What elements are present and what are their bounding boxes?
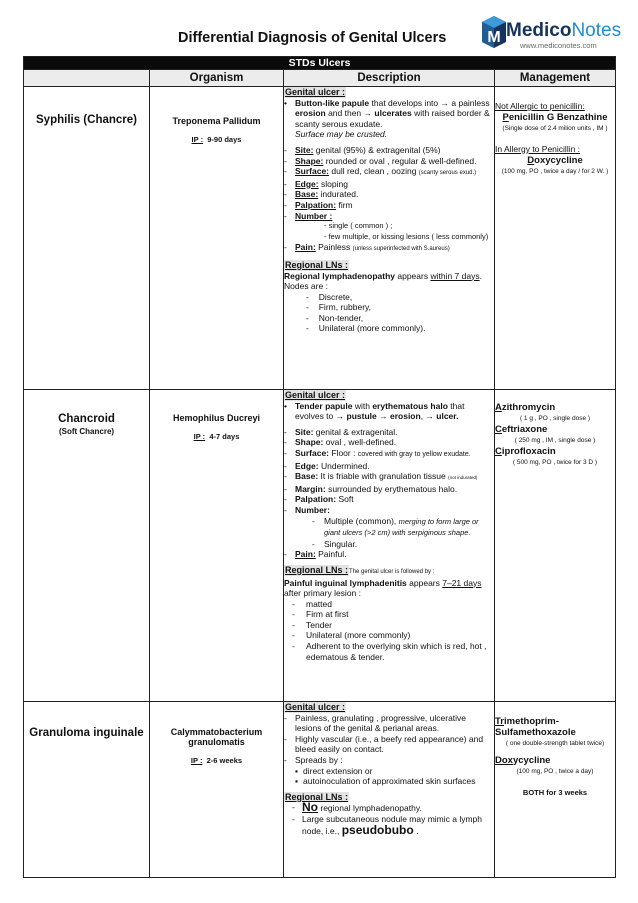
edge-line: - Edge: sloping (284, 178, 348, 189)
shape-line: - Shape: rounded or oval , regular & well-defined. (284, 155, 477, 166)
table-band: STDs Ulcers (24, 57, 616, 70)
logo-url: www.mediconotes.com (520, 41, 597, 50)
drug-ciprofloxacin: Ciprofloxacin (495, 446, 556, 457)
incubation-period: IP : 4-7 days (193, 432, 240, 441)
number-detail: - single ( common ) ; (324, 221, 393, 231)
dose-doxycycline: (100 mg, PO , twice a day) (516, 768, 594, 775)
regional-ln-heading: Regional LNs : (285, 259, 349, 270)
ln-line: - No regional lymphadenopathy. (292, 800, 422, 815)
node-item: - Unilateral (more commonly) (292, 630, 411, 641)
site-line: - Site: genital (95%) & extragenital (5%) (284, 144, 441, 155)
description-line: - Spreads by : (284, 754, 343, 765)
allergy-label: In Allergy to Penicillin : (495, 144, 581, 154)
genital-ulcer-heading: Genital ulcer : (285, 702, 346, 712)
surface-line: - Surface: Floor : covered with gray to yellow exudate. (284, 447, 471, 458)
dose-doxycycline: (100 mg, PO , twice a day / for 2 W. ) (501, 168, 609, 175)
organism-cell (150, 390, 284, 702)
drug-azithromycin: Azithromycin (495, 402, 556, 413)
logo-cube-icon (482, 16, 506, 48)
logo-wordmark: MedicoNotes (506, 20, 622, 41)
row-granuloma-inguinale (24, 702, 616, 878)
node-item: - Tender (292, 619, 332, 630)
dose-azithromycin: ( 1 g , PO , single dose ) (519, 415, 591, 422)
header-organism: Organism (150, 70, 284, 87)
base-line: - Base: indurated. (284, 189, 359, 200)
drug-doxycycline: Doxycycline (527, 155, 583, 166)
description-cell (284, 702, 495, 878)
nodes-are: Nodes are : (284, 281, 328, 292)
disease-name: Chancroid (58, 413, 115, 425)
site-line: - Site: genital & extragenital. (284, 426, 398, 437)
dose-penicillin: (Single dose of 2.4 milion units , IM ) (502, 125, 608, 132)
header-description: Description (284, 70, 495, 87)
ln-text: Regional lymphadenopathy appears within 7 days. (284, 270, 482, 281)
genital-ulcer-heading: Genital ulcer : (285, 87, 346, 97)
organism-cell (150, 702, 284, 878)
node-item: - Discrete, (306, 291, 353, 302)
regional-ln-heading: Regional LNs : (285, 564, 349, 575)
drug-penicillin: Penicillin G Benzathine (502, 112, 608, 123)
spread-item: ▪ direct extension or (295, 765, 373, 776)
edge-line: - Edge: Undermined. (284, 460, 370, 471)
disease-name: Granuloma inguinale (29, 727, 144, 739)
shape-line: - Shape: oval , well-defined. (284, 437, 397, 448)
dose-tmp-smx: ( one double-strength tablet twice) (505, 740, 605, 747)
ulcer-table (23, 56, 616, 878)
drug-tmp-smx: Trimethoprim-Sulfamethoxazole (495, 716, 576, 738)
organism-name: Treponema Pallidum (172, 116, 261, 126)
ln-text: Painful inguinal lymphadenitis appears 7–21 days (284, 577, 482, 588)
palpation-line: - Palpation: firm (284, 199, 353, 210)
not-allergic-label: Not Allergic to penicillin: (495, 101, 585, 111)
ln-line: - Large subcutaneous nodule may mimic a lymph node, i.e., pseudobubo . (292, 813, 483, 837)
management-cell (495, 87, 616, 390)
description-cell (284, 390, 495, 702)
mediconotes-logo (482, 14, 622, 54)
header-empty (24, 70, 150, 87)
node-item: - matted (292, 598, 332, 609)
pain-line: - Pain: Painful. (284, 549, 347, 560)
drug-ceftriaxone: Ceftriaxone (495, 424, 548, 435)
spread-item: ▪ autoinoculation of approximated skin surfaces (295, 776, 476, 787)
row-syphilis (24, 87, 616, 390)
svg-text:M: M (487, 29, 501, 46)
number-detail: - few multiple, or kissing lesions ( less commonly) (324, 231, 489, 241)
ln-after: after primary lesion : (284, 588, 361, 599)
regional-ln-heading: Regional LNs : (285, 791, 349, 802)
palpation-line: - Palpation: Soft (284, 494, 354, 505)
organism-cell (150, 87, 284, 390)
number-line: - Number: (284, 504, 330, 515)
row-chancroid (24, 390, 616, 702)
node-item: - Non-tender, (306, 312, 364, 323)
disease-subtitle: (Soft Chancre) (58, 427, 115, 436)
both-duration: BOTH for 3 weeks (522, 788, 588, 797)
drug-doxycycline: Doxycycline (495, 755, 551, 766)
ulcer-bullet: • Button-like papule that develops into → a painless erosion and then → ulcerates with raised border & scanty serous exudate. Surface may be crusted. (284, 97, 490, 140)
disease-cell (24, 87, 150, 390)
regional-ln-heading-row: Regional LNs :The genital ulcer is followed by : (285, 564, 435, 575)
description-line: - Painless, granulating , progressive, ulcerative lesions of the genital & perianal areas. (284, 712, 467, 734)
number-line: - Number : (284, 210, 333, 221)
number-detail: - Singular. (312, 538, 358, 549)
page-title: Differential Diagnosis of Genital Ulcers (178, 30, 447, 46)
management-cell (495, 702, 616, 878)
incubation-period: IP : 9-90 days (191, 135, 242, 144)
header-management: Management (495, 70, 616, 87)
ulcer-bullet: • Tender papule with erythematous halo that evolves to → pustule → erosion, → ulcer. (284, 400, 465, 422)
node-item: - Firm at first (292, 609, 349, 620)
node-item: - Unilateral (more commonly). (306, 323, 426, 334)
disease-name: Syphilis (Chancre) (36, 114, 137, 126)
node-item: - Adherent to the overlying skin which is red, hot , edematous & tender. (292, 641, 487, 662)
number-detail: - Multiple (common), merging to form large or giant ulcers (>2 cm) with serpiginous shape. (312, 515, 479, 538)
surface-line: - Surface: dull red, clean , oozing (scanty serous exud.) (284, 166, 477, 177)
base-line: - Base: It is friable with granulation tissue (not indurated) (284, 471, 478, 482)
management-cell (495, 390, 616, 702)
incubation-period: IP : 2-6 weeks (190, 756, 243, 765)
node-item: - Firm, rubbery, (306, 302, 372, 313)
organism-name: Calymmatobacterium granulomatis (170, 727, 263, 747)
margin-line: - Margin: surrounded by erythematous halo. (284, 483, 458, 494)
dose-ceftriaxone: ( 250 mg , IM , single dose ) (514, 437, 596, 444)
dose-ciprofloxacin: ( 500 mg, PO , twice for 3 D ) (512, 459, 598, 466)
disease-cell (24, 390, 150, 702)
disease-cell (24, 702, 150, 878)
description-line: - Highly vascular (i.e., a beefy red appearance) and bleed easily on contact. (284, 733, 484, 755)
organism-name: Hemophilus Ducreyi (172, 413, 261, 423)
description-cell (284, 87, 495, 390)
pain-line: - Pain: Painless (unless superinfected with S.aureus) (284, 242, 450, 253)
genital-ulcer-heading: Genital ulcer : (285, 390, 346, 400)
